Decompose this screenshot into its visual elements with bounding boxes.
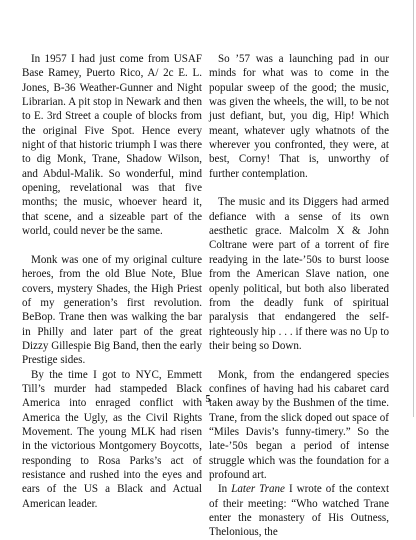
right-paragraph-1: So ’57 was a launching pad in our minds for what was to come in the popular sweep of the good; the music, was given the wheels, the will, to be not just defiant, but, you dig, Hip! Which meant, whatever ugly whatnots of the wherever you confronted, they were, at best, Corny! That is, unworthy of further contemplation. bbox=[209, 53, 389, 180]
left-column bbox=[22, 52, 202, 511]
right-paragraph-4 bbox=[209, 482, 389, 539]
right-column bbox=[209, 52, 389, 540]
book-title-later-trane: Later Trane bbox=[231, 483, 285, 496]
left-paragraph-2: Monk was one of my original culture heroes, from the old Blue Note, Blue covers, mystery Shades, the High Priest of my generation’s first revolution. BeBop. Trane then was walking the bar in Philly and later part of the great Dizzy Gillespie Big Band, then the early Prestige sides. bbox=[22, 253, 202, 367]
right-paragraph-2: The music and its Diggers had armed defiance with a sense of its own aesthetic grace. Malcolm X & John Coltrane were part of a torrent of fire readying in the late-’50s to burst loose from the American Slave nation, one openly political, but both also liberated from the deadly funk of spiritual paralysis that endangered the self-righteously hip . . . if there was no Up to their being so Down. bbox=[209, 196, 389, 352]
right-paragraph-3: Monk, from the endangered species confines of having had his cabaret card taken away by the Bushmen of the time. Trane, from the slick doped out space of “Miles Davis’s funny-timery.” So the late-’50s began a period of intense struggle which was the foundation for a profound art. bbox=[209, 368, 389, 481]
left-paragraph-3: By the time I got to NYC, Emmett Till’s murder had stampeded Black America into enraged conflict with America the Ugly, as the Civil Rights Movement. The young MLK had risen in the victorious Montgomery Boycotts, responding to Rosa Parks’s act of resistance and rushed into the eyes and ears of the US a Black and Actual American leader. bbox=[22, 368, 202, 510]
p4-prefix: In bbox=[218, 483, 232, 496]
page-edge-line bbox=[413, 0, 414, 417]
left-paragraph-1: In 1957 I had just come from USAF Base Ramey, Puerto Rico, A/ 2c E. L. Jones, B-36 Weather-Gunner and Night Librarian. A pit stop in Newark and then to E. 3rd Street a couple of blocks from the original Five Spot. Hence every night of that historic triumph I was there to dig Monk, Trane, Shadow Wilson, and Abdul-Malik. So wonderful, mind opening, revelational was that five months; the music, whoever heard it, that scene, and a sizeable part of the world, could never be the same. bbox=[22, 53, 202, 238]
p4-rest: I wrote of the context of their meeting: “Who watched Trane enter the monastery of His Outness, Thelonious, the bbox=[209, 483, 390, 539]
page-number: 5 bbox=[205, 394, 211, 405]
